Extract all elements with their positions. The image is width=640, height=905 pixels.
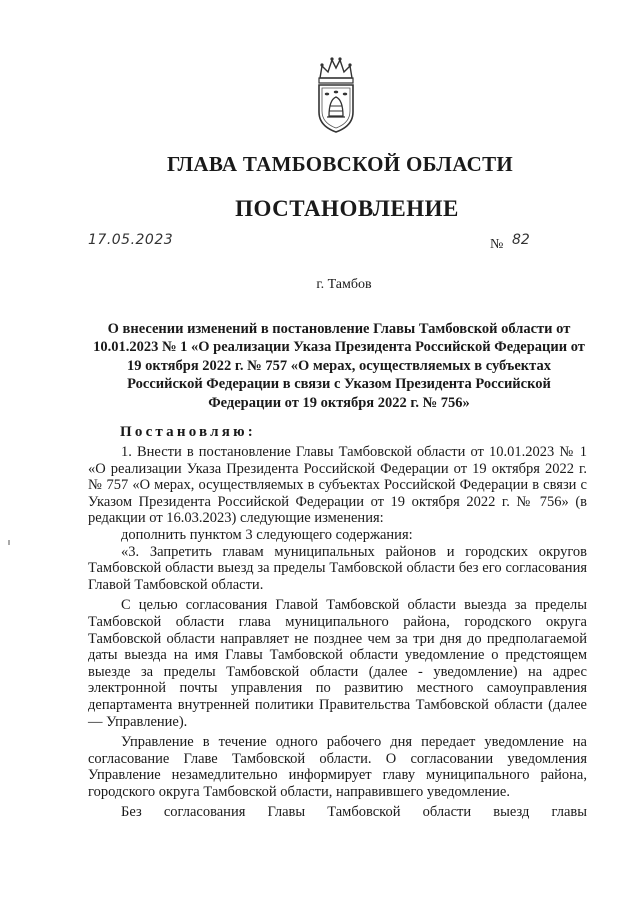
organization-title: ГЛАВА ТАМБОВСКОЙ ОБЛАСТИ — [166, 152, 514, 176]
document-body — [88, 440, 587, 821]
document-number-label: № — [490, 237, 504, 252]
resolve-label: Постановляю: — [120, 424, 256, 440]
document-city: г. Тамбов — [316, 277, 372, 292]
paragraph-3: «3. Запретить главам муниципальных районов и городских округов Тамбовской области выезд за пределы Тамбовской области без его согласования Главой Тамбовской области. — [88, 543, 587, 593]
tambov-coat-of-arms-icon — [312, 56, 360, 134]
document-number: 82 — [512, 232, 530, 248]
paragraph-4: С целью согласования Главой Тамбовской области выезда за пределы Тамбовской области глава муниципального района, городского округа Тамбовской области направляет не позднее чем за три дня до предполагаемой даты выезда на имя Главы Тамбовской области уведомление о предстоящем выезде за пределы Тамбовской области (далее - уведомление) на адрес электронной почты управления по развитию местного самоуправления департамента внутренней политики Правительства Тамбовской области (далее — Управление). — [88, 597, 587, 730]
paragraph-1: 1. Внести в постановление Главы Тамбовской области от 10.01.2023 № 1 «О реализации Указа Президента Российской Федерации от 19 октября 2022 г. № 757 «О мерах, осуществляемых в субъектах Российской Федерации в связи с Указом Президента Российской Федерации от 19 октября 2022 г. № 756» (в редакции от 16.03.2023) следующие изменения: — [88, 444, 587, 527]
scan-margin-mark — [8, 540, 10, 545]
paragraph-6: Без согласования Главы Тамбовской области выезд главы — [121, 804, 587, 821]
document-heading: О внесении изменений в постановление Главы Тамбовской области от 10.01.2023 № 1 «О реализации Указа Президента Российской Федерации от 19 октября 2022 г. № 757 «О мерах, осуществляемых в субъектах Российской Федерации в связи с Указом Президента Российской Федерации от 19 октября 2022 г. № 756» — [93, 321, 585, 411]
document-type: ПОСТАНОВЛЕНИЕ — [235, 196, 459, 221]
paragraph-5: Управление в течение одного рабочего дня передает уведомление на согласование Главе Тамбовской области. О согласовании уведомления Управление незамедлительно информирует главу муниципального района, городского округа Тамбовской области, направившего уведомление. — [88, 734, 587, 800]
paragraph-2: дополнить пунктом 3 следующего содержания: — [121, 526, 413, 543]
document-date: 17.05.2023 — [88, 232, 174, 248]
